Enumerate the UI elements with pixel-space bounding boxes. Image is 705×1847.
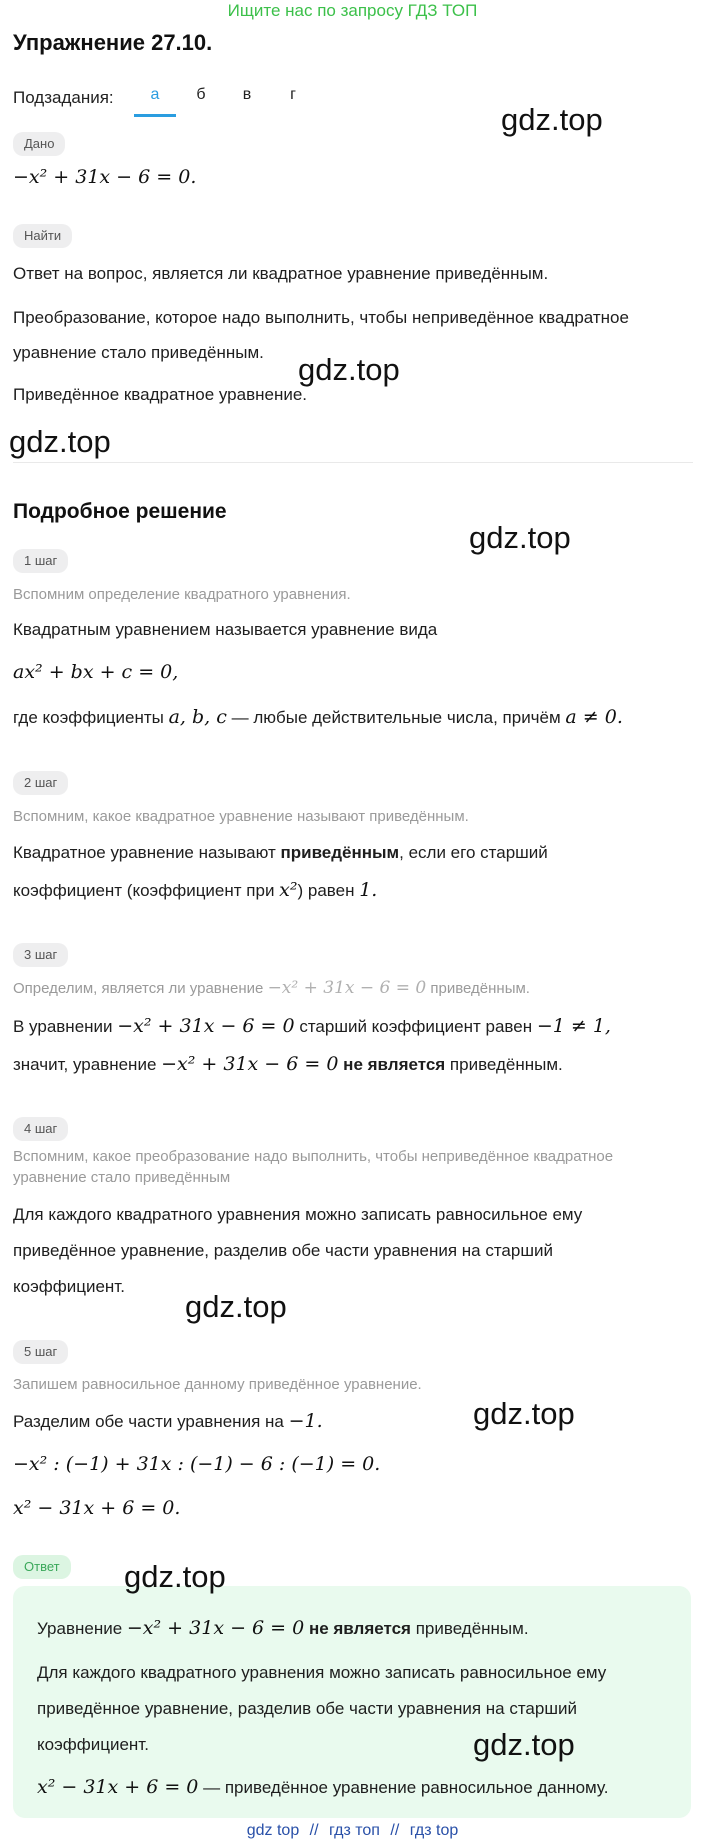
text-fragment: , если его старший	[399, 843, 548, 862]
watermark: gdz.top	[501, 102, 603, 137]
step-1-pill: 1 шаг	[13, 549, 68, 573]
given-equation: −x² + 31x − 6 = 0.	[13, 166, 197, 188]
step-5-hint: Запишем равносильное данному приведённое уравнение.	[13, 1376, 422, 1393]
step-3-pill: 3 шаг	[13, 943, 68, 967]
text-fragment: приведённым.	[410, 1619, 529, 1638]
math-value: −1 ≠ 1,	[536, 1015, 611, 1037]
text-fragment: ) равен	[297, 881, 360, 900]
answer-line-2: Для каждого квадратного уравнения можно записать равносильное ему	[37, 1663, 607, 1682]
step-1-text: Квадратным уравнением называется уравнение вида	[13, 620, 438, 639]
step-1-hint: Вспомним определение квадратного уравнения.	[13, 586, 351, 603]
search-hint-banner: Ищите нас по запросу ГДЗ ТОП	[227, 1, 478, 20]
answer-line-5	[37, 1776, 608, 1799]
exercise-title: Упражнение 27.10.	[13, 30, 213, 55]
text-fragment: Квадратное уравнение называют	[13, 843, 281, 862]
tab-subtask-g[interactable]: г	[290, 86, 296, 103]
text-fragment: приведённым.	[426, 980, 530, 997]
subtasks-label: Подзадания:	[13, 88, 114, 107]
step-4-hint-1: Вспомним, какое преобразование надо выполнить, чтобы неприведённое квадратное	[13, 1148, 614, 1165]
tab-subtask-b[interactable]: б	[196, 86, 206, 103]
section-divider	[13, 462, 693, 463]
math-equation: −x² + 31x − 6 = 0	[117, 1015, 295, 1037]
step-2-hint: Вспомним, какое квадратное уравнение называют приведённым.	[13, 808, 469, 825]
math-x-squared: x²	[279, 879, 298, 901]
text-fragment: приведённым.	[445, 1055, 563, 1074]
text-fragment: коэффициент (коэффициент при	[13, 881, 280, 900]
answer-line-1	[37, 1617, 529, 1640]
watermark: gdz.top	[473, 1727, 575, 1762]
watermark: gdz.top	[185, 1289, 287, 1324]
step-5-pill: 5 шаг	[13, 1340, 68, 1364]
active-tab-indicator	[134, 114, 176, 117]
text-fragment: — приведённое уравнение равносильное данному.	[198, 1778, 609, 1797]
bold-term: приведённым	[280, 843, 400, 862]
find-item-2b: уравнение стало приведённым.	[13, 343, 264, 362]
solution-title: Подробное решение	[13, 500, 227, 523]
step-1-coefficients	[13, 706, 623, 729]
footer-link-gdz-top[interactable]: gdz top	[246, 1822, 300, 1839]
step-4-line-2: приведённое уравнение, разделив обе части уравнения на старший	[13, 1241, 553, 1260]
text-fragment: — любые действительные числа, причём	[226, 708, 566, 727]
step-4-pill: 4 шаг	[13, 1117, 68, 1141]
step-5-line-1	[13, 1410, 323, 1433]
step-4-line-1: Для каждого квадратного уравнения можно записать равносильное ему	[13, 1205, 583, 1224]
watermark: gdz.top	[124, 1559, 226, 1594]
footer-separator: //	[309, 1822, 319, 1839]
watermark: gdz.top	[9, 424, 111, 459]
math-equation: x² − 31x + 6 = 0	[37, 1776, 199, 1798]
find-pill: Найти	[13, 224, 72, 248]
math-condition: a ≠ 0.	[565, 706, 623, 728]
find-item-3: Приведённое квадратное уравнение.	[13, 385, 308, 404]
text-fragment: старший коэффициент равен	[294, 1017, 537, 1036]
tab-subtask-v[interactable]: в	[242, 86, 252, 103]
step-3-line-1	[13, 1015, 611, 1038]
math-value: −1.	[288, 1410, 323, 1432]
step-4-line-3: коэффициент.	[13, 1277, 125, 1296]
step-3-hint	[13, 978, 530, 999]
watermark: gdz.top	[469, 520, 571, 555]
tab-subtask-a[interactable]: а	[150, 86, 160, 103]
math-equation: −x² + 31x − 6 = 0	[161, 1053, 339, 1075]
step-2-line-1	[13, 842, 548, 864]
text-fragment: значит, уравнение	[13, 1055, 162, 1074]
footer-separator: //	[390, 1822, 400, 1839]
step-1-formula: ax² + bx + c = 0,	[13, 661, 179, 683]
watermark: gdz.top	[473, 1396, 575, 1431]
text-fragment: Определим, является ли уравнение	[13, 980, 268, 997]
text-fragment: где коэффициенты	[13, 708, 169, 727]
watermark: gdz.top	[298, 352, 400, 387]
step-5-formula-1: −x² : (−1) + 31x : (−1) − 6 : (−1) = 0.	[13, 1453, 381, 1475]
footer-link-gdz-top-mixed[interactable]: гдз top	[409, 1822, 459, 1839]
answer-line-3: приведённое уравнение, разделив обе части уравнения на старший	[37, 1699, 577, 1718]
given-pill: Дано	[13, 132, 65, 156]
math-equation: −x² + 31x − 6 = 0	[126, 1617, 305, 1639]
text-fragment: Уравнение	[37, 1619, 127, 1638]
answer-pill: Ответ	[13, 1555, 71, 1579]
answer-line-4: коэффициент.	[37, 1735, 149, 1754]
text-fragment: В уравнении	[13, 1017, 118, 1036]
math-equation: −x² + 31x − 6 = 0	[267, 978, 427, 998]
footer-links	[0, 1822, 705, 1840]
math-vars: a, b, c	[168, 706, 227, 728]
footer-link-gdz-top-ru[interactable]: гдз топ	[329, 1822, 380, 1839]
step-4-hint-2: уравнение стало приведённым	[13, 1169, 231, 1186]
math-one: 1.	[359, 879, 378, 901]
find-item-2a: Преобразование, которое надо выполнить, чтобы неприведённое квадратное	[13, 308, 629, 327]
bold-term: не является	[304, 1619, 411, 1638]
find-item-1: Ответ на вопрос, является ли квадратное уравнение приведённым.	[13, 264, 549, 283]
bold-term: не является	[338, 1055, 446, 1074]
step-3-line-2	[13, 1053, 563, 1076]
step-2-line-2	[13, 879, 377, 902]
text-fragment: Разделим обе части уравнения на	[13, 1412, 289, 1431]
step-5-formula-2: x² − 31x + 6 = 0.	[13, 1497, 181, 1519]
step-2-pill: 2 шаг	[13, 771, 68, 795]
